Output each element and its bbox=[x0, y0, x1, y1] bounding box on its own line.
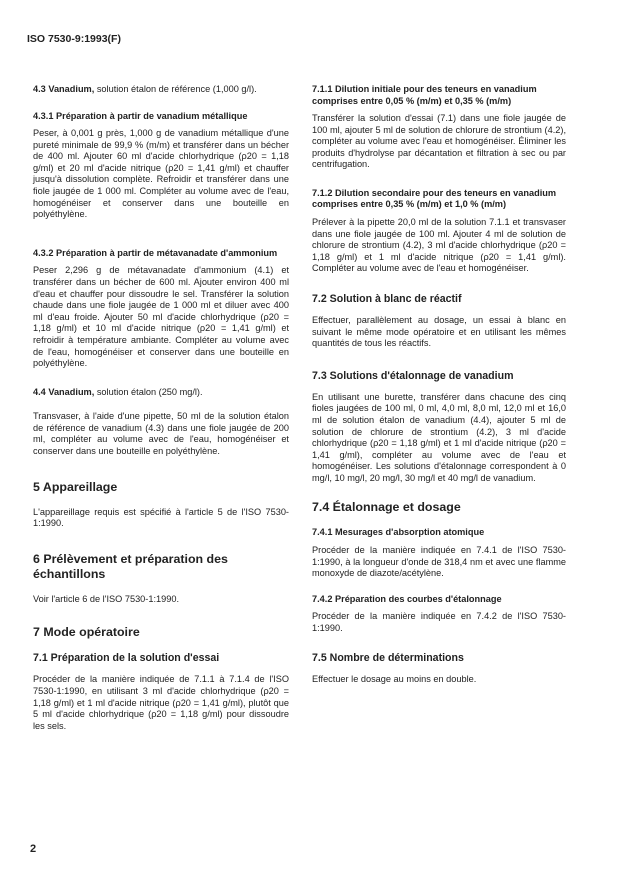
page-number: 2 bbox=[30, 843, 37, 855]
heading-7-4-2: 7.4.2 Préparation des courbes d'étalonnage bbox=[312, 593, 502, 604]
right-column bbox=[312, 84, 566, 686]
section-4-3: 4.3 Vanadium, solution étalon de référence (1,000 g/l). bbox=[33, 84, 257, 94]
document-header: ISO 7530-9:1993(F) bbox=[27, 33, 121, 45]
paragraph-7-5: Effectuer le dosage au moins en double. bbox=[312, 674, 477, 685]
heading-5: 5 Appareillage bbox=[33, 479, 118, 494]
paragraph-4-3-2: Peser 2,296 g de métavanadate d'ammonium (4.1) et transférer dans un bécher de 600 ml. Ajouter environ 400 ml d'eau et chauffer pour dissoudre le sel. Transférer la solution chaude dans une fiole jaugée de 1 000 ml et diluer avec 400 ml d'eau froide. Ajouter 50 ml d'acide chlorhydrique (ρ20 = 1,18 g/ml) et 10 ml d'acide nitrique (ρ20 = 1,41 g/ml) et refroidir à température ambiante. Compléter au volume avec de l'eau, homogénéiser et conserver dans une bouteille en polyéthylène. bbox=[33, 265, 289, 369]
heading-7: 7 Mode opératoire bbox=[33, 625, 140, 640]
paragraph-7-1: Procéder de la manière indiquée de 7.1.1 à 7.1.4 de l'ISO 7530-1:1990, en utilisant 3 ml d'acide chlorhydrique (ρ20 = 1,18 g/ml) et 1 ml d'acide nitrique (ρ20 = 1,41 g/ml), plutôt que 5 ml d'acide chlorhydrique (ρ20 = 1,18 g/ml) pour dissoudre les sels. bbox=[33, 674, 289, 731]
heading-7-4-1: 7.4.1 Mesurages d'absorption atomique bbox=[312, 527, 485, 538]
paragraph-7-1-2: Prélever à la pipette 20,0 ml de la solution 7.1.1 et transvaser dans une fiole jaugée de 100 ml. Ajouter 4 ml de solution de chlorure de strontium (4.2), 3 ml d'acide chlorhydrique (ρ20 = 1,18 g/ml) et 1 ml d'acide nitrique (ρ20 = 1,41 g/ml). Compléter au volume avec de l'eau et homogénéiser. bbox=[312, 216, 566, 274]
heading-7-2: 7.2 Solution à blanc de réactif bbox=[312, 292, 462, 305]
heading-4-3-2: 4.3.2 Préparation à partir de métavanadate d'ammonium bbox=[33, 247, 278, 258]
paragraph-4-4: Transvaser, à l'aide d'une pipette, 50 ml de la solution étalon de référence de vanadium (4.3) dans une fiole jaugée de 200 ml, compléter au volume avec de l'eau, homogénéiser et conserver dans une bouteille en polyéthylène. bbox=[33, 411, 289, 457]
heading-7-5: 7.5 Nombre de déterminations bbox=[312, 652, 464, 665]
heading-6: 6 Prélèvement et préparation des échantillons bbox=[33, 551, 228, 581]
left-column bbox=[33, 84, 289, 732]
paragraph-7-3: En utilisant une burette, transférer dans chacune des cinq fioles jaugées de 100 ml, 0 ml, 4,0 ml, 8,0 ml, 12,0 ml et 16,0 ml de solution étalon de vanadium (4.4), ajouter 5 ml de solution de chlorure de strontium (4.2), 3 ml d'acide chlorhydrique (ρ20 = 1,18 g/ml) et 1 ml d'acide nitrique (ρ20 = 1,41 g/ml), compléter au volume avec de l'eau et homogénéiser. Les solutions d'étalonnage correspondent à 0 mg/l, 10 mg/l, 20 mg/l, 30 mg/l et 40 mg/l de vanadium. bbox=[312, 391, 566, 483]
paragraph-4-3-1: Peser, à 0,001 g près, 1,000 g de vanadium métallique d'une pureté minimale de 99,9 % (m/m) et transférer dans un bécher de 400 ml. Ajouter 60 ml d'acide chlorhydrique (ρ20 = 1,18 g/ml) et 20 ml d'acide nitrique (ρ20 = 1,41 g/ml) et chauffer jusqu'à dissolution complète. Refroidir et transférer dans une fiole jaugée de 1 000 ml. Compléter au volume avec de l'eau, homogénéiser et conserver dans une bouteille en polyéthylène. bbox=[33, 128, 289, 220]
heading-7-1-2: 7.1.2 Dilution secondaire pour des teneurs en vanadium comprises entre 0,35 % (m/m) et 1,0 % (m/m) bbox=[312, 187, 557, 210]
heading-7-1-1: 7.1.1 Dilution initiale pour des teneurs en vanadium comprises entre 0,05 % (m/m) et 0,35 % (m/m) bbox=[312, 84, 537, 106]
section-4-4: 4.4 Vanadium, solution étalon (250 mg/l). bbox=[33, 386, 203, 397]
paragraph-7-4-1: Procéder de la manière indiquée en 7.4.1 de l'ISO 7530-1:1990, à la longueur d'onde de 318,4 nm et avec une flamme monoxyde de diazote/acétylène. bbox=[312, 544, 566, 579]
heading-7-1: 7.1 Préparation de la solution d'essai bbox=[33, 652, 220, 665]
heading-7-3: 7.3 Solutions d'étalonnage de vanadium bbox=[312, 369, 514, 382]
heading-7-4: 7.4 Étalonnage et dosage bbox=[312, 500, 461, 515]
paragraph-5: L'appareillage requis est spécifié à l'article 5 de l'ISO 7530-1:1990. bbox=[33, 506, 289, 529]
paragraph-7-1-1: Transférer la solution d'essai (7.1) dans une fiole jaugée de 100 ml, ajouter 5 ml de solution de chlorure de strontium (4.2), compléter au volume avec l'eau et homogénéiser. Éliminer les produits d'hydrolyse par décantation et filtration à sec ou par centrifugation. bbox=[312, 113, 566, 170]
paragraph-6: Voir l'article 6 de l'ISO 7530-1:1990. bbox=[33, 593, 179, 604]
paragraph-7-4-2: Procéder de la manière indiquée en 7.4.2 de l'ISO 7530-1:1990. bbox=[312, 611, 566, 633]
paragraph-7-2: Effectuer, parallèlement au dosage, un essai à blanc en suivant le même mode opératoire et en utilisant les mêmes quantités de tous les réactifs. bbox=[312, 314, 566, 349]
heading-4-3-1: 4.3.1 Préparation à partir de vanadium métallique bbox=[33, 110, 248, 121]
